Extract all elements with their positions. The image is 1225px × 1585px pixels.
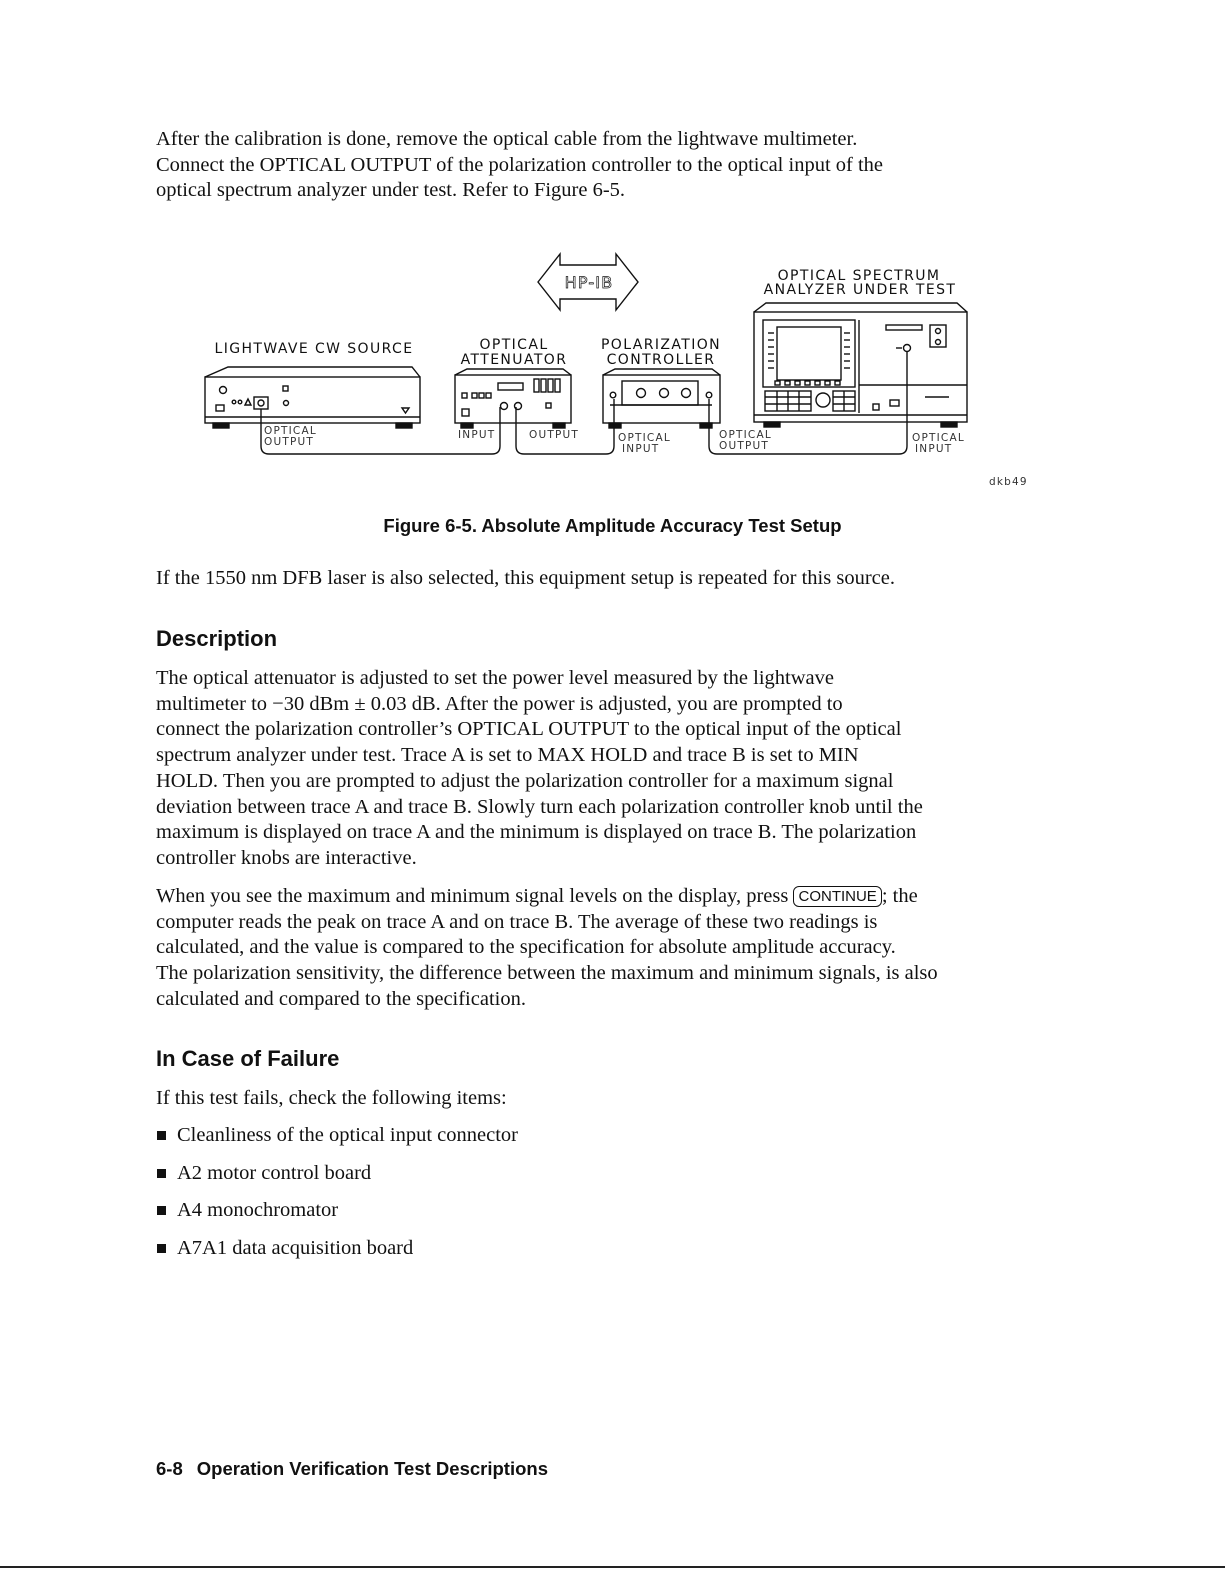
- osa-label-line1: OPTICAL SPECTRUM: [777, 268, 941, 284]
- failure-heading: In Case of Failure: [156, 1046, 340, 1071]
- intro-line: optical spectrum analyzer under test. Refer to Figure 6-5.: [156, 179, 626, 202]
- note-paragraph: If the 1550 nm DFB laser is also selected, this equipment setup is repeated for this source.: [156, 567, 895, 589]
- procedure-line-tail: ; the: [881, 885, 918, 907]
- polarization-controller-icon: [603, 369, 720, 428]
- lightwave-source-icon: [205, 367, 420, 428]
- failure-intro: If this test fails, check the following items:: [156, 1087, 507, 1109]
- description-heading: Description: [156, 626, 278, 651]
- polctl-output-line1: OPTICAL: [719, 429, 772, 441]
- description-paragraph: [156, 666, 1076, 872]
- polctl-input-line2: INPUT: [622, 443, 660, 455]
- continue-key: CONTINUE: [793, 886, 881, 907]
- description-line: controller knobs are interactive.: [156, 846, 417, 869]
- figure-caption: Figure 6-5. Absolute Amplitude Accuracy Test Setup: [383, 515, 842, 536]
- osa-input-line2: INPUT: [915, 443, 953, 455]
- osa-label-line2: ANALYZER UNDER TEST: [763, 282, 957, 298]
- description-line: deviation between trace A and trace B. Slowly turn each polarization controller knob until the: [156, 795, 923, 818]
- bottom-rule: [0, 1566, 1225, 1568]
- figure-code: dkb49: [989, 476, 1028, 488]
- osa-input-line1: OPTICAL: [912, 432, 965, 444]
- failure-checklist: [156, 1122, 518, 1272]
- list-item: A2 motor control board: [156, 1160, 518, 1198]
- intro-line: Connect the OPTICAL OUTPUT of the polarization controller to the optical input of the: [156, 153, 884, 176]
- source-port-line2: OUTPUT: [264, 436, 314, 448]
- atten-output-label: OUTPUT: [529, 429, 579, 441]
- list-item: A4 monochromator: [156, 1197, 518, 1235]
- osa-icon: [754, 303, 967, 427]
- optical-attenuator-icon: [455, 369, 571, 428]
- polctl-input-line1: OPTICAL: [618, 432, 671, 444]
- section-title: Operation Verification Test Descriptions: [196, 1458, 548, 1479]
- description-line: maximum is displayed on trace A and the minimum is displayed on trace B. The polarization: [156, 821, 917, 844]
- procedure-paragraph: [156, 884, 1076, 1013]
- procedure-line: The polarization sensitivity, the difference between the maximum and minimum signals, is also: [156, 962, 938, 985]
- intro-paragraph: [156, 127, 1076, 204]
- description-line: connect the polarization controller’s OPTICAL OUTPUT to the optical input of the optical: [156, 718, 902, 741]
- hpib-label: HP-IB: [564, 273, 614, 292]
- procedure-line: calculated and compared to the specification.: [156, 987, 526, 1010]
- procedure-line: computer reads the peak on trace A and on trace B. The average of these two readings is: [156, 910, 878, 933]
- test-setup-diagram: [150, 245, 1050, 507]
- intro-line: After the calibration is done, remove the optical cable from the lightwave multimeter.: [156, 128, 858, 150]
- source-label: LIGHTWAVE CW SOURCE: [214, 341, 414, 357]
- atten-input-label: INPUT: [458, 429, 496, 441]
- attenuator-label-line2: ATTENUATOR: [460, 352, 568, 368]
- description-line: The optical attenuator is adjusted to set the power level measured by the lightwave: [156, 667, 834, 689]
- list-item: A7A1 data acquisition board: [156, 1235, 518, 1273]
- polctl-label-line2: CONTROLLER: [606, 352, 716, 368]
- procedure-line: When you see the maximum and minimum signal levels on the display, press: [156, 885, 794, 907]
- procedure-line: calculated, and the value is compared to the specification for absolute amplitude accuracy.: [156, 936, 896, 959]
- description-line: HOLD. Then you are prompted to adjust the polarization controller for a maximum signal: [156, 769, 894, 792]
- attenuator-label-line1: OPTICAL: [479, 337, 549, 353]
- description-line: multimeter to −30 dBm ± 0.03 dB. After the power is adjusted, you are prompted to: [156, 692, 843, 715]
- polctl-label-line1: POLARIZATION: [600, 337, 722, 353]
- list-item: Cleanliness of the optical input connector: [156, 1122, 518, 1160]
- description-line: spectrum analyzer under test. Trace A is set to MAX HOLD and trace B is set to MIN: [156, 744, 859, 767]
- polctl-output-line2: OUTPUT: [719, 440, 769, 452]
- page-number: 6-8: [156, 1458, 183, 1479]
- source-port-line1: OPTICAL: [264, 425, 317, 437]
- page-footer: [156, 1458, 548, 1480]
